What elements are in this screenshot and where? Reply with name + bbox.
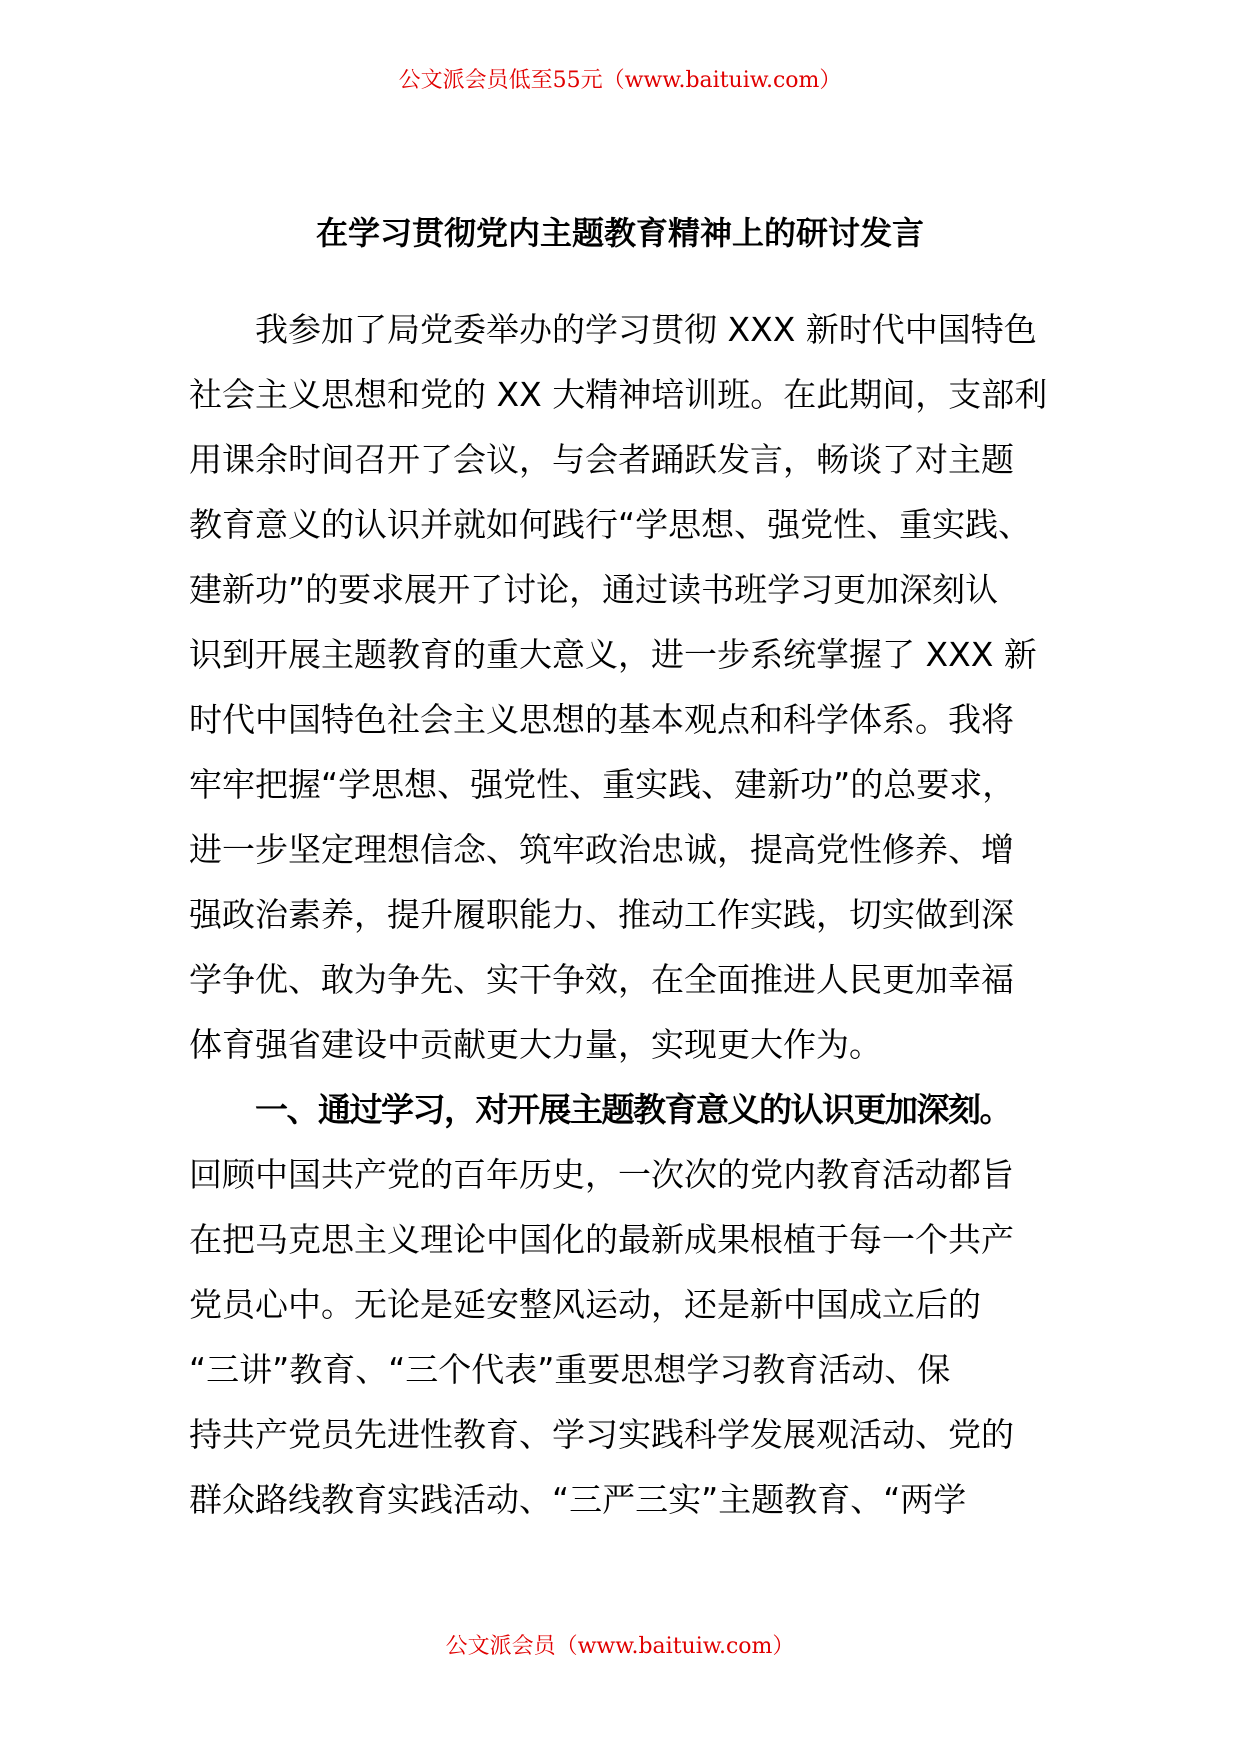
body-line: “三讲”教育、“三个代表”重要思想学习教育活动、保: [189, 1350, 951, 1389]
body-line: 体育强省建设中贡献更大力量，实现更大作为。: [189, 1025, 882, 1064]
body-line: 识到开展主题教育的重大意义，进一步系统掌握了 XXX 新: [189, 635, 1037, 674]
body-line: 建新功”的要求展开了讨论，通过读书班学习更加深刻认: [189, 570, 999, 609]
body-line: 牢牢把握“学思想、强党性、重实践、建新功”的总要求，: [189, 765, 1016, 804]
body-line: 强政治素养，提升履职能力、推动工作实践，切实做到深: [189, 895, 1014, 934]
body-line: 用课余时间召开了会议，与会者踊跃发言，畅谈了对主题: [189, 440, 1014, 479]
document-body: [189, 297, 1069, 1532]
section-heading: 一、通过学习，对开展主题教育意义的认识更加深刻。: [255, 1090, 1011, 1129]
body-line: 党员心中。无论是延安整风运动，还是新中国成立后的: [189, 1285, 981, 1324]
body-line: 回顾中国共产党的百年历史，一次次的党内教育活动都旨: [189, 1155, 1014, 1194]
body-line: 群众路线教育实践活动、“三严三实”主题教育、“两学: [189, 1480, 967, 1519]
paragraph-intro: [189, 297, 1069, 1077]
document-title: 在学习贯彻党内主题教育精神上的研讨发言: [315, 214, 924, 252]
footer-watermark: 公文派会员（www.baituiw.com）: [445, 1634, 795, 1659]
body-line: 社会主义思想和党的 XX 大精神培训班。在此期间，支部利: [189, 375, 1048, 414]
body-line: 持共产党员先进性教育、学习实践科学发展观活动、党的: [189, 1415, 1014, 1454]
body-line: 在把马克思主义理论中国化的最新成果根植于每一个共产: [189, 1220, 1014, 1259]
body-line: 我参加了局党委举办的学习贯彻 XXX 新时代中国特色: [255, 310, 1037, 349]
body-line: 教育意义的认识并就如何践行“学思想、强党性、重实践、: [189, 505, 1032, 544]
header-watermark: 公文派会员低至55元（www.baituiw.com）: [398, 68, 842, 93]
body-line: 学争优、敢为争先、实干争效，在全面推进人民更加幸福: [189, 960, 1014, 999]
paragraph-history: [189, 1142, 1069, 1532]
body-line: 时代中国特色社会主义思想的基本观点和科学体系。我将: [189, 700, 1014, 739]
body-line: 进一步坚定理想信念、筑牢政治忠诚，提高党性修养、增: [189, 830, 1014, 869]
